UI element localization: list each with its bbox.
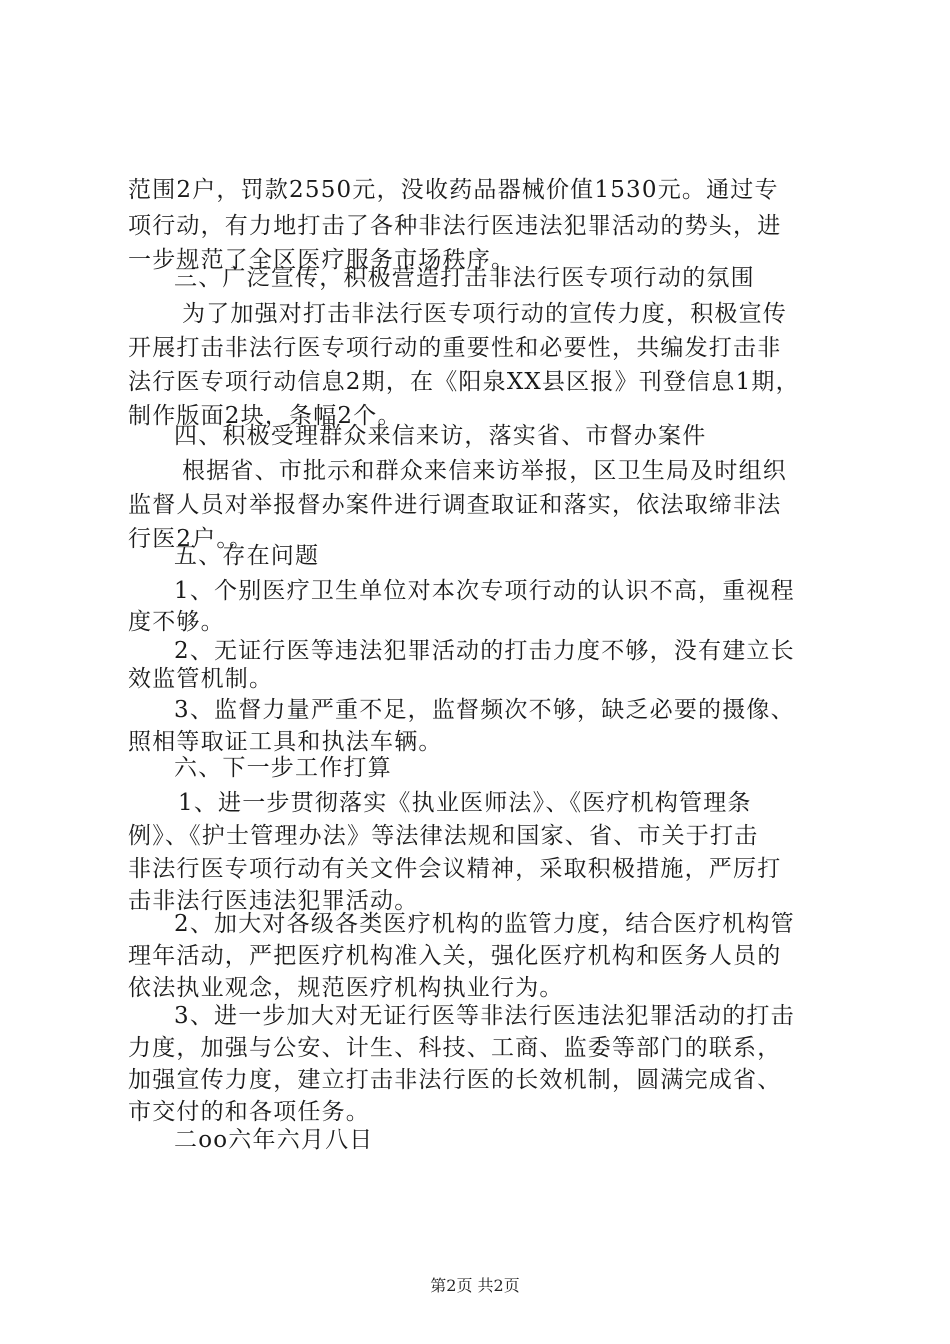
- body-line: 非法行医专项行动有关文件会议精神，采取积极措施，严厉打: [128, 856, 782, 882]
- body-line: 为了加强对打击非法行医专项行动的宣传力度，积极宣传: [182, 301, 787, 327]
- body-line: 制作版面2块，条幅2个。: [128, 403, 402, 429]
- body-line: 行医2户。。: [128, 526, 254, 552]
- body-line: 照相等取证工具和执法车辆。: [128, 729, 443, 755]
- body-line: 2、无证行医等违法犯罪活动的打击力度不够，没有建立长: [174, 638, 795, 664]
- body-line: 加强宣传力度，建立打击非法行医的长效机制，圆满完成省、: [128, 1067, 782, 1093]
- body-line: 力度，加强与公安、计生、科技、工商、监委等部门的联系，: [128, 1035, 782, 1061]
- body-line: 1、进一步贯彻落实《执业医师法》、《医疗机构管理条: [178, 790, 752, 816]
- body-line: 2、加大对各级各类医疗机构的监管力度，结合医疗机构管: [174, 911, 795, 937]
- section-heading-4: 四、积极受理群众来信来访，落实省、市督办案件: [174, 423, 707, 449]
- body-line: 根据省、市批示和群众来信来访举报，区卫生局及时组织: [182, 458, 787, 484]
- body-line: 度不够。: [128, 609, 225, 635]
- body-line: 3、进一步加大对无证行医等非法行医违法犯罪活动的打击: [174, 1003, 795, 1029]
- body-line: 例》、《护士管理办法》等法律法规和国家、省、市关于打击: [128, 823, 759, 849]
- section-heading-5: 五、存在问题: [174, 543, 320, 569]
- body-line: 一步规范了全区医疗服务市场秩序。: [128, 247, 516, 273]
- body-line: 1、个别医疗卫生单位对本次专项行动的认识不高，重视程: [174, 578, 795, 604]
- body-line: 监督人员对举报督办案件进行调查取证和落实，依法取缔非法: [128, 492, 782, 518]
- section-heading-3: 三、广泛宣传，积极营造打击非法行医专项行动的氛围: [174, 265, 755, 291]
- body-line: 3、监督力量严重不足，监督频次不够，缺乏必要的摄像、: [174, 697, 795, 723]
- body-line: 效监管机制。: [128, 666, 274, 692]
- body-line: 项行动，有力地打击了各种非法行医违法犯罪活动的势头，进: [128, 213, 782, 239]
- body-line: 市交付的和各项任务。: [128, 1099, 370, 1125]
- page-number-footer: 第2页 共2页: [430, 1276, 520, 1295]
- document-date: 二oo六年六月八日: [174, 1127, 374, 1153]
- body-line: 击非法行医违法犯罪活动。: [128, 888, 419, 914]
- body-line: 依法执业观念，规范医疗机构执业行为。: [128, 975, 564, 1001]
- body-line: 范围2户，罚款2550元，没收药品器械价值1530元。通过专: [128, 177, 779, 203]
- section-heading-6: 六、下一步工作打算: [174, 755, 392, 781]
- body-line: 理年活动，严把医疗机构准入关，强化医疗机构和医务人员的: [128, 943, 782, 969]
- body-line: 法行医专项行动信息2期，在《阳泉XX县区报》刊登信息1期，: [128, 369, 800, 395]
- body-line: 开展打击非法行医专项行动的重要性和必要性，共编发打击非: [128, 335, 782, 361]
